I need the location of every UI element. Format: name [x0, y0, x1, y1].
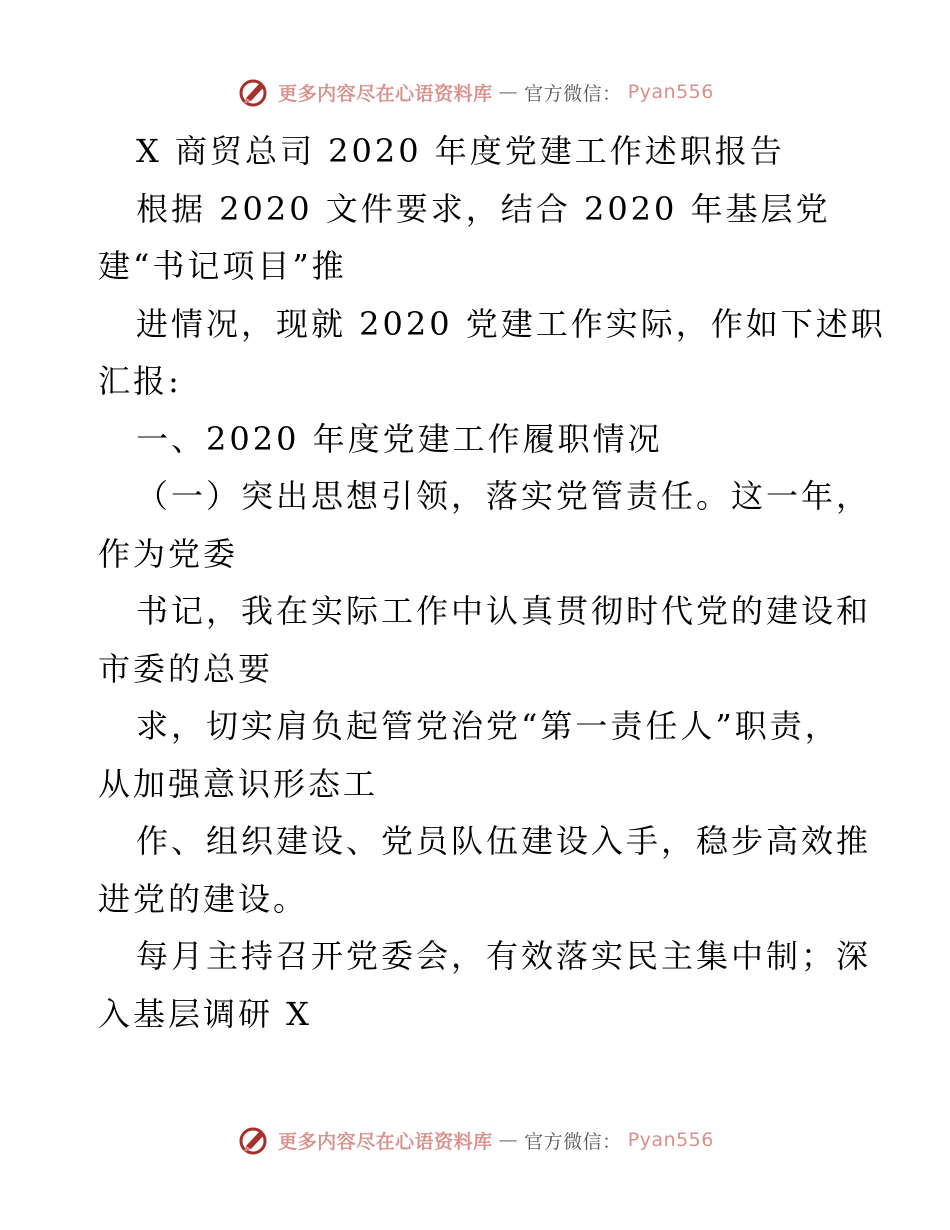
watermark-official-label: 官方微信：	[524, 82, 622, 105]
pen-logo-icon	[236, 1122, 272, 1158]
section-heading: 一、2020 年度党建工作履职情况	[136, 419, 663, 458]
document-body	[98, 123, 886, 1043]
paragraph-line: 从加强意识形态工	[98, 764, 379, 803]
watermark-id: Pyan556	[627, 81, 714, 103]
paragraph-line: 求，切实肩负起管党治党“第一责任人”职责，	[136, 707, 840, 745]
watermark-dash: —	[498, 81, 519, 103]
paragraph-line: 每月主持召开党委会，有效落实民主集中制；深	[136, 937, 872, 975]
header-watermark	[0, 72, 950, 112]
paragraph-line: 进情况，现就 2020 党建工作实际，作如下述职	[136, 304, 886, 343]
paragraph-line: 汇报:	[98, 362, 182, 400]
watermark-main-text: 更多内容尽在心语资料库	[278, 82, 493, 105]
watermark-dash: —	[498, 1129, 519, 1151]
paragraph-line: 建“书记项目”推	[98, 247, 347, 285]
paragraph-line: 市委的总要	[98, 649, 274, 688]
paragraph-line: 进党的建设。	[98, 879, 309, 918]
paragraph-line: 作、组织建设、党员队伍建设入手，稳步高效推	[136, 822, 872, 860]
paragraph-line: 根据 2020 文件要求，结合 2020 年基层党	[136, 189, 831, 228]
document-title: X 商贸总司 2020 年度党建工作述职报告	[136, 132, 785, 170]
watermark-main-text: 更多内容尽在心语资料库	[278, 1130, 493, 1153]
paragraph-line: 书记，我在实际工作中认真贯彻时代党的建设和	[136, 592, 872, 630]
watermark-id: Pyan556	[627, 1129, 714, 1151]
pen-logo-icon	[236, 74, 272, 110]
watermark-official-label: 官方微信：	[524, 1130, 622, 1153]
paragraph-line: 入基层调研 X	[98, 994, 312, 1033]
paragraph-line: 作为党委	[98, 534, 239, 573]
footer-watermark	[0, 1120, 950, 1160]
paragraph-line: （一）突出思想引领，落实党管责任。这一年，	[136, 477, 872, 515]
